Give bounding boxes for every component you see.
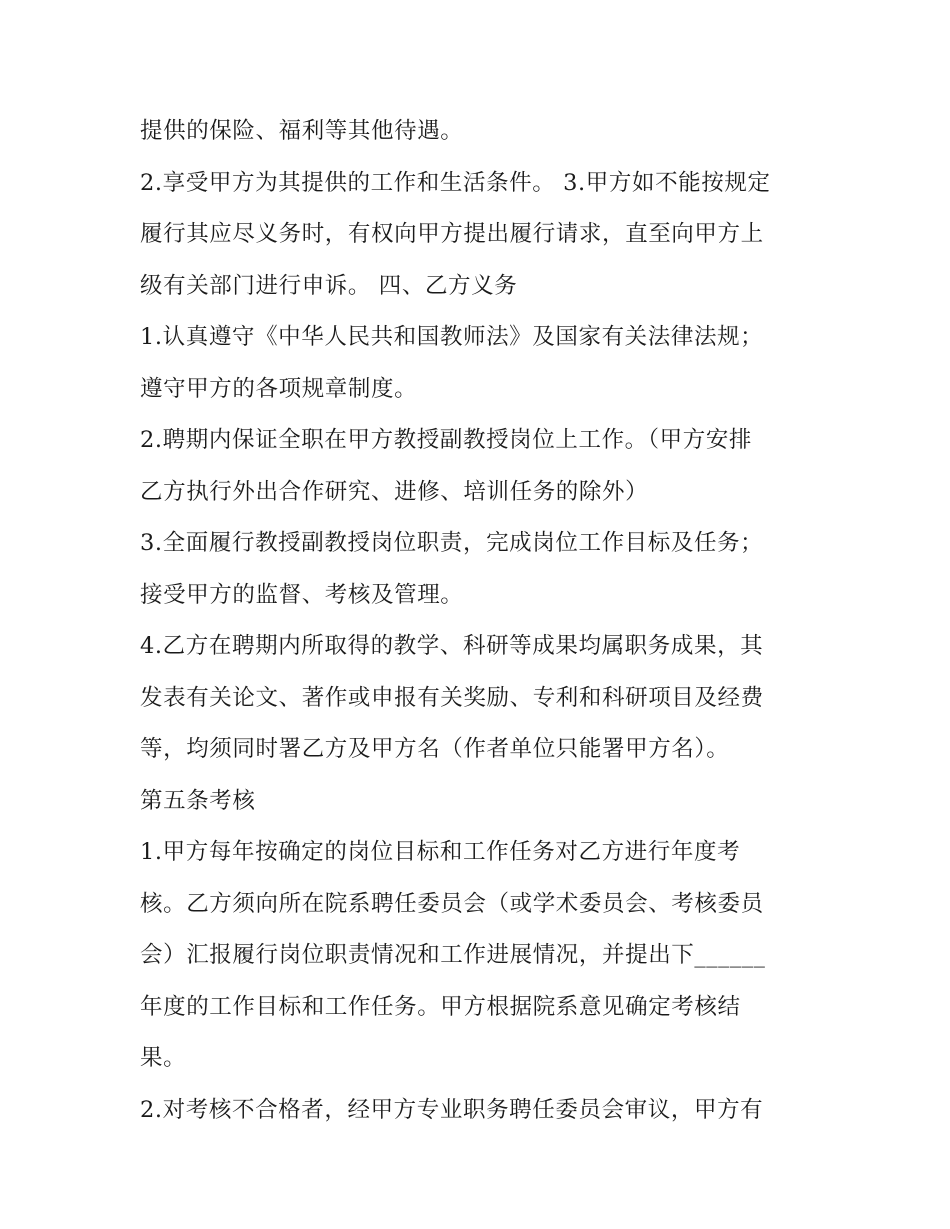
text-line: 级有关部门进行申诉。 四、乙方义务: [140, 272, 518, 299]
text-line: 年度的工作目标和工作任务。甲方根据院系意见确定考核结: [140, 993, 741, 1020]
contract-text: [140, 106, 820, 1136]
text-line: 3.全面履行教授副教授岗位职责，完成岗位工作目标及任务；: [140, 530, 764, 556]
text-line: 乙方执行外出合作研究、进修、培训任务的除外）: [140, 478, 649, 505]
text-line: 等，均须同时署乙方及甲方名（作者单位只能署甲方名）。: [140, 736, 730, 762]
text-line: 2.对考核不合格者，经甲方专业职务聘任委员会审议，甲方有: [140, 1096, 764, 1123]
text-line: 4.乙方在聘期内所取得的教学、科研等成果均属职务成果，其: [140, 633, 764, 659]
text-line: 核。乙方须向所在院系聘任委员会（或学术委员会、考核委员: [140, 890, 764, 917]
text-line: 2.享受甲方为其提供的工作和生活条件。 3.甲方如不能按规定: [140, 169, 771, 196]
section-heading: 第五条考核: [140, 787, 256, 814]
text-line: 提供的保险、福利等其他待遇。: [140, 118, 464, 144]
text-line: 果。: [140, 1045, 187, 1071]
text-line: 发表有关论文、著作或申报有关奖励、专利和科研项目及经费: [140, 684, 764, 711]
text-line: 接受甲方的监督、考核及管理。: [140, 581, 464, 608]
text-line: 会）汇报履行岗位职责情况和工作进展情况，并提出下______: [140, 942, 766, 968]
text-line: 履行其应尽义务时，有权向甲方提出履行请求，直至向甲方上: [140, 221, 764, 247]
text-line: 1.甲方每年按确定的岗位目标和工作任务对乙方进行年度考: [140, 839, 741, 865]
text-line: 遵守甲方的各项规章制度。: [140, 375, 418, 402]
text-line: 2.聘期内保证全职在甲方教授副教授岗位上工作。（甲方安排: [140, 427, 753, 453]
text-line: 1.认真遵守《中华人民共和国教师法》及国家有关法律法规；: [140, 324, 764, 350]
